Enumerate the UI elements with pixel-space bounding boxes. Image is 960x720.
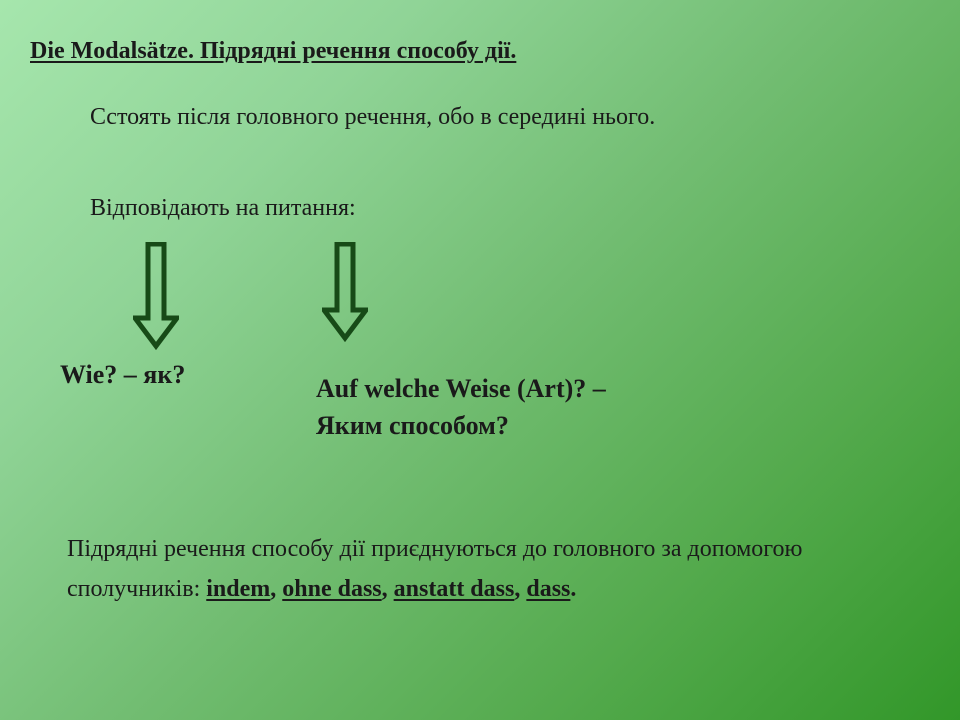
conjunction-separator: , xyxy=(381,576,394,602)
question-in-what-way-line2: Яким способом? xyxy=(316,411,509,440)
conjunction-ohne-dass: ohne dass xyxy=(282,576,382,602)
question-intro: Відповідають на питання: xyxy=(90,195,356,221)
conjunction-anstatt-dass: anstatt dass xyxy=(393,576,515,602)
conjunction-indem: indem xyxy=(206,576,271,602)
slide-title: Die Modalsätze. Підрядні речення способу дії. xyxy=(30,38,517,64)
down-arrow-icon xyxy=(322,242,368,342)
question-in-what-way xyxy=(316,370,606,444)
conjunction-paragraph xyxy=(67,529,927,609)
conjunction-list xyxy=(206,576,570,602)
position-paragraph: Сстоять після головного речення, обо в середині нього. xyxy=(90,104,656,130)
conjunction-separator: , xyxy=(514,576,527,602)
conjunction-separator: , xyxy=(270,576,283,602)
down-arrow-icon xyxy=(133,242,179,350)
conjunction-end: . xyxy=(570,576,577,602)
conjunction-intro: Підрядні речення способу дії приєднуються до головного за допомогою сполучників: xyxy=(67,536,803,602)
question-how: Wie? – як? xyxy=(60,360,186,389)
question-in-what-way-line1: Auf welche Weise (Art)? – xyxy=(316,374,606,403)
conjunction-dass: dass xyxy=(526,576,571,602)
